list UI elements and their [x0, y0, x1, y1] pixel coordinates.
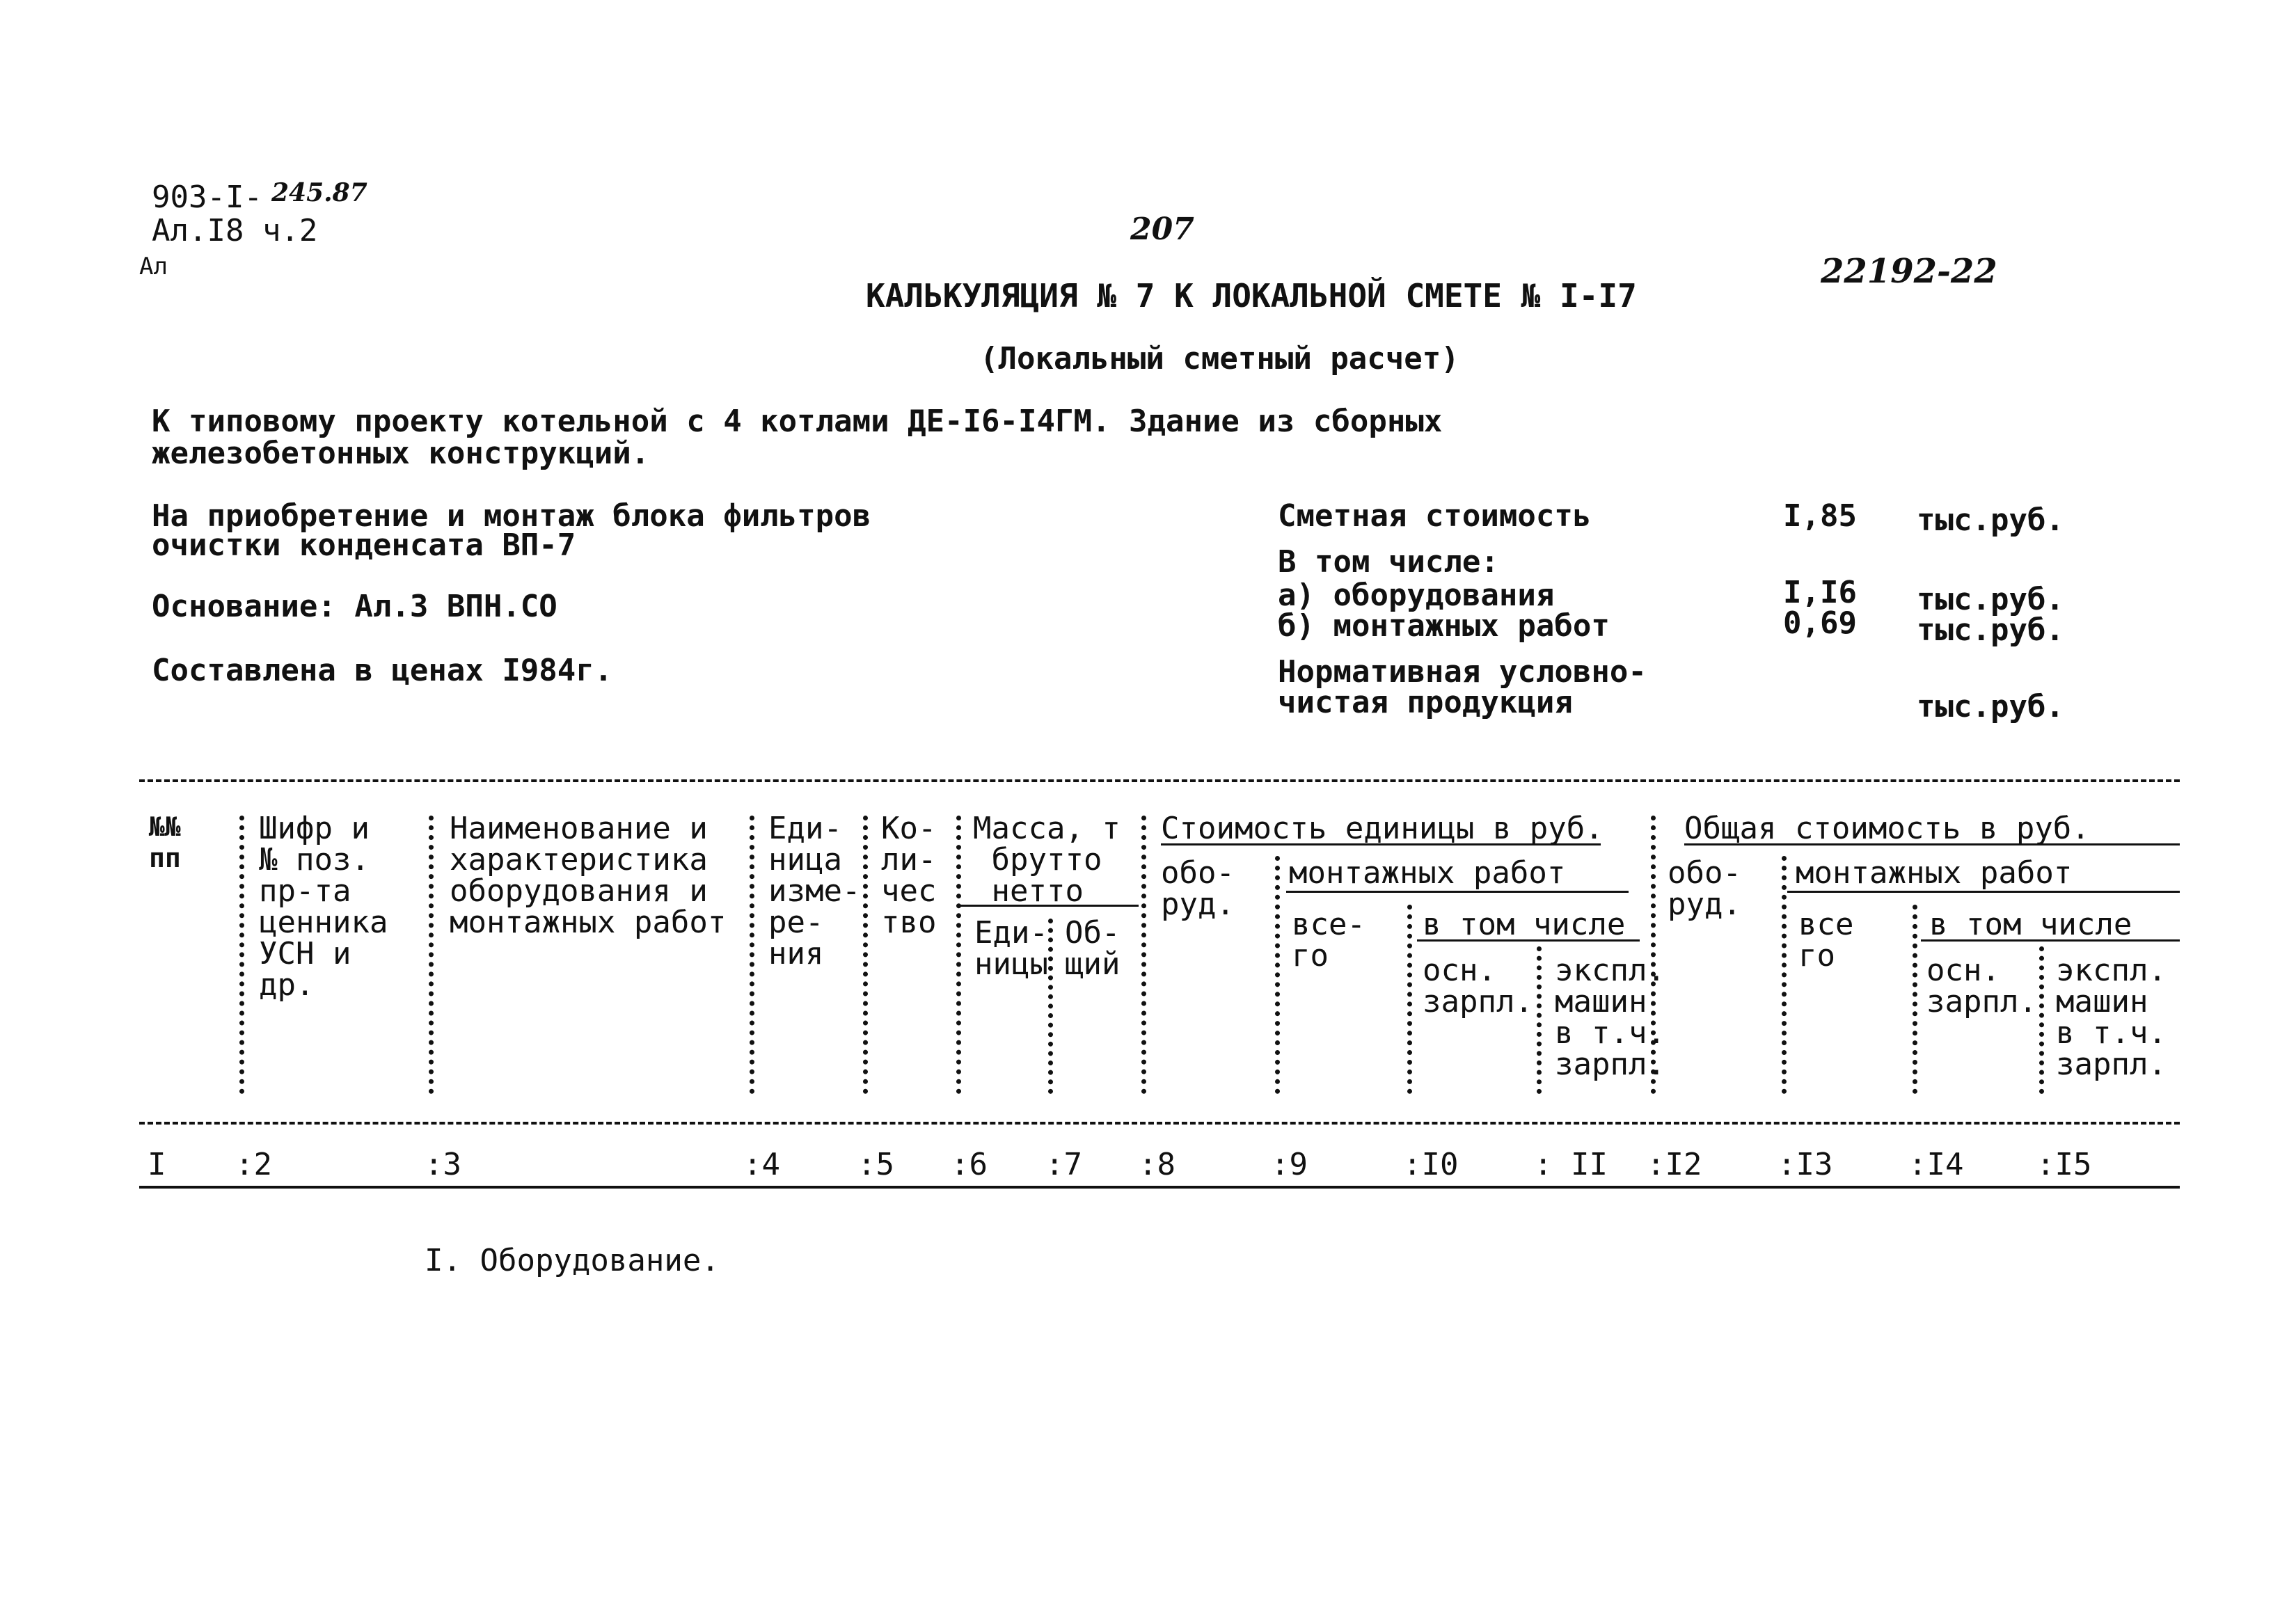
column-number-7: :7 [1045, 1147, 1082, 1182]
header-install-total: все- го [1292, 907, 1365, 974]
including-label: В том числе: [1278, 544, 1499, 580]
nuchp-label-2: чистая продукция [1278, 685, 1573, 720]
install-cost-unit: тыс.руб. [1917, 612, 2064, 648]
purpose-line-1: На приобретение и монтаж блока фильтров [152, 498, 871, 534]
column-number-15: :I5 [2036, 1147, 2092, 1182]
install-underline [1286, 891, 1629, 893]
header-install-2: монтажных работ [1796, 855, 2073, 891]
sep-1 [239, 816, 244, 1094]
header-name: Наименование и характеристика оборудования и монтажных работ [450, 811, 727, 940]
header-mass-total: Об- щий [1065, 915, 1121, 982]
column-number-3: :3 [425, 1147, 461, 1182]
price-level: Составлена в ценах I984г. [152, 653, 613, 688]
equipment-cost-value: I,I6 [1783, 575, 1857, 610]
doc-code: 903-I- [152, 180, 262, 215]
nuchp-unit: тыс.руб. [1917, 689, 2064, 724]
header-mass: Масса, т брутто нетто [973, 811, 1121, 909]
column-number-12: :I2 [1647, 1147, 1702, 1182]
project-line-2: железобетонных конструкций. [152, 436, 650, 471]
sep-3 [750, 816, 754, 1094]
album-mark: Ал [139, 253, 168, 280]
equipment-cost-label: а) оборудования [1278, 578, 1555, 613]
doc-code-handwritten: 245.87 [271, 178, 367, 207]
sep-14 [2039, 946, 2044, 1094]
column-number-4: :4 [743, 1147, 780, 1182]
project-line-1: К типовому проекту котельной с 4 котлами ДЕ-I6-I4ГМ. Здание из сборных [152, 404, 1443, 439]
nuchp-label-1: Нормативная условно- [1278, 654, 1647, 690]
header-install: монтажных работ [1289, 855, 1566, 891]
sep-8 [1275, 856, 1280, 1094]
install-cost-value: 0,69 [1783, 605, 1857, 641]
header-unit-cost: Стоимость единицы в руб. [1161, 811, 1604, 846]
equipment-cost-unit: тыс.руб. [1917, 582, 2064, 617]
column-number-10: :I0 [1403, 1147, 1459, 1182]
column-numbers-rule [139, 1186, 2180, 1189]
sep-5 [956, 816, 961, 1094]
install2-underline [1787, 891, 2180, 893]
column-number-11: : II [1534, 1147, 1608, 1182]
header-equipment-2: обо- руд. [1668, 855, 1741, 922]
install-cost-label: б) монтажных работ [1278, 608, 1610, 644]
column-number-9: :9 [1271, 1147, 1308, 1182]
header-unit: Еди- ница изме- ре- ния [768, 811, 861, 971]
sep-13 [1913, 905, 1917, 1094]
sep-7 [1141, 816, 1146, 1094]
column-number-13: :I3 [1778, 1147, 1833, 1182]
album-reference: Ал.I8 ч.2 [152, 213, 318, 248]
header-quantity: Ко- ли- чес тво [881, 811, 937, 940]
column-number-8: :8 [1139, 1147, 1175, 1182]
column-number-5: :5 [857, 1147, 894, 1182]
header-install-total-2: все го [1798, 907, 1854, 974]
header-machines: экспл. машин в т.ч. зарпл. [1555, 953, 1665, 1082]
header-row-number: №№ пп [149, 811, 181, 873]
sep-10 [1537, 946, 1542, 1094]
page-number: 207 [1130, 212, 1194, 247]
header-equipment: обо- руд. [1161, 855, 1235, 922]
column-number-14: :I4 [1908, 1147, 1964, 1182]
sep-4 [863, 816, 868, 1094]
column-number-6: :6 [951, 1147, 988, 1182]
document-subtitle: (Локальный сметный расчет) [980, 341, 1459, 376]
column-number-1: I [148, 1147, 166, 1182]
sep-12 [1782, 856, 1787, 1094]
header-machines-2: экспл. машин в т.ч. зарпл. [2056, 953, 2167, 1082]
basis: Основание: Ал.3 ВПН.СО [152, 589, 557, 624]
sep-6 [1048, 919, 1053, 1094]
purpose-line-2: очистки конденсата ВП-7 [152, 527, 576, 563]
header-including-2: в том числе [1929, 907, 2132, 942]
column-number-2: :2 [235, 1147, 272, 1182]
header-code: Шифр и № поз. пр-та ценника УСН и др. [259, 811, 388, 1003]
table-top-rule [139, 779, 2180, 782]
header-mass-unit: Еди- ницы [974, 915, 1048, 982]
header-total-cost: Общая стоимость в руб. [1684, 811, 2090, 846]
sep-2 [429, 816, 434, 1094]
table-header-bottom-rule [139, 1122, 2180, 1125]
sep-9 [1407, 905, 1412, 1094]
estimated-cost-value: I,85 [1783, 498, 1857, 534]
header-wage-2: осн. зарпл. [1926, 953, 2037, 1019]
document-title: КАЛЬКУЛЯЦИЯ № 7 К ЛОКАЛЬНОЙ СМЕТЕ № I-I7 [866, 277, 1637, 315]
inventory-number: 22192-22 [1821, 252, 1997, 291]
estimated-cost-label: Сметная стоимость [1278, 498, 1592, 534]
estimated-cost-unit: тыс.руб. [1917, 502, 2064, 538]
header-wage: осн. зарпл. [1423, 953, 1533, 1019]
header-including: в том числе [1423, 907, 1626, 942]
section-heading: I. Оборудование. [425, 1243, 720, 1278]
